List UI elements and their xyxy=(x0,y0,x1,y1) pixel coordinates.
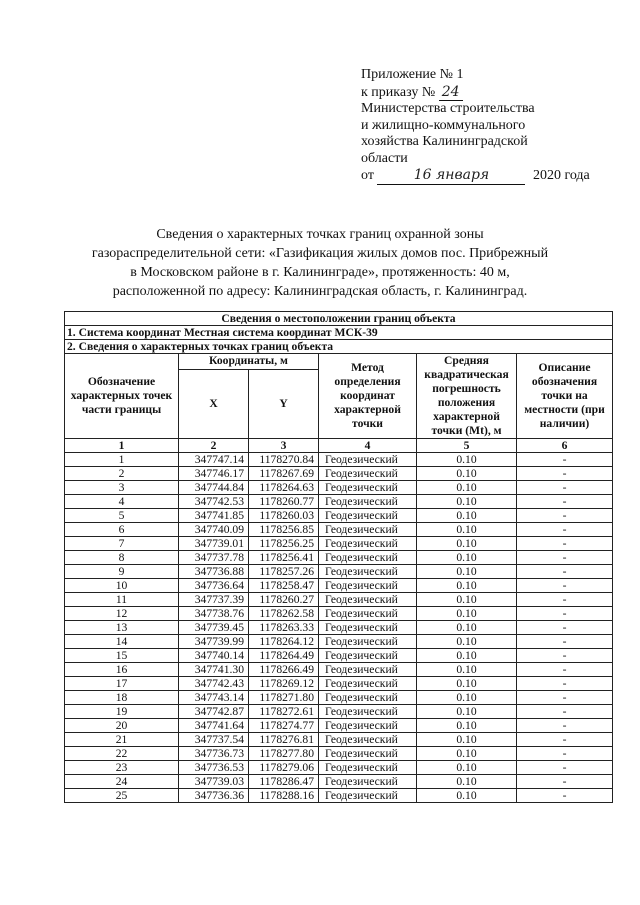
title-line-4: расположенной по адресу: Калининградская область, г. Калининград. xyxy=(112,284,528,299)
description-cell: - xyxy=(517,481,613,495)
table-row xyxy=(65,747,613,761)
y-coordinate-cell: 1178272.61 xyxy=(249,705,319,719)
point-number-cell: 11 xyxy=(65,593,179,607)
error-cell: 0.10 xyxy=(417,649,517,663)
x-coordinate-cell: 347737.39 xyxy=(179,593,249,607)
point-number-cell: 1 xyxy=(65,453,179,467)
x-coordinate-cell: 347741.85 xyxy=(179,509,249,523)
description-cell: - xyxy=(517,607,613,621)
method-cell: Геодезический xyxy=(319,775,417,789)
error-cell: 0.10 xyxy=(417,733,517,747)
method-cell: Геодезический xyxy=(319,677,417,691)
point-number-cell: 8 xyxy=(65,551,179,565)
method-cell: Геодезический xyxy=(319,607,417,621)
y-coordinate-cell: 1178258.47 xyxy=(249,579,319,593)
col-header-y: Y xyxy=(249,369,319,438)
y-coordinate-cell: 1178286.47 xyxy=(249,775,319,789)
x-coordinate-cell: 347740.09 xyxy=(179,523,249,537)
x-coordinate-cell: 347742.43 xyxy=(179,677,249,691)
x-coordinate-cell: 347737.54 xyxy=(179,733,249,747)
order-prefix: к приказу № xyxy=(361,84,436,100)
description-cell: - xyxy=(517,565,613,579)
description-cell: - xyxy=(517,621,613,635)
point-number-cell: 22 xyxy=(65,747,179,761)
order-number-handwritten: 24 xyxy=(439,84,463,102)
ministry-line-1: Министерства строительства xyxy=(361,101,535,116)
ministry-line-4: области xyxy=(361,150,408,166)
y-coordinate-cell: 1178279.06 xyxy=(249,761,319,775)
col-header-coords: Координаты, м xyxy=(179,354,319,370)
title-line-1: Сведения о характерных точках границ охранной зоны xyxy=(156,227,484,242)
x-coordinate-cell: 347741.64 xyxy=(179,719,249,733)
table-row xyxy=(65,607,613,621)
appendix-title: Приложение № 1 xyxy=(361,67,464,82)
appendix-block xyxy=(361,67,621,185)
description-cell: - xyxy=(517,663,613,677)
y-coordinate-cell: 1178271.80 xyxy=(249,691,319,705)
description-cell: - xyxy=(517,495,613,509)
date-handwritten: 16 января xyxy=(377,167,525,185)
method-cell: Геодезический xyxy=(319,761,417,775)
description-cell: - xyxy=(517,635,613,649)
y-coordinate-cell: 1178288.16 xyxy=(249,789,319,803)
col-header-error: Средняя квадратическая погрешность положения характерной точки (Mt), м xyxy=(417,354,517,439)
description-cell: - xyxy=(517,523,613,537)
method-cell: Геодезический xyxy=(319,789,417,803)
x-coordinate-cell: 347742.87 xyxy=(179,705,249,719)
point-number-cell: 2 xyxy=(65,467,179,481)
col-number: 6 xyxy=(517,439,613,453)
description-cell: - xyxy=(517,467,613,481)
col-number: 5 xyxy=(417,439,517,453)
table-main-header: Сведения о местоположении границ объекта xyxy=(65,312,613,326)
point-number-cell: 21 xyxy=(65,733,179,747)
y-coordinate-cell: 1178262.58 xyxy=(249,607,319,621)
description-cell: - xyxy=(517,537,613,551)
col-number: 1 xyxy=(65,439,179,453)
col-header-x: X xyxy=(179,369,249,438)
y-coordinate-cell: 1178274.77 xyxy=(249,719,319,733)
error-cell: 0.10 xyxy=(417,789,517,803)
col-header-method: Метод определения координат характерной точки xyxy=(319,354,417,439)
column-numbers-row xyxy=(65,439,613,453)
y-coordinate-cell: 1178257.26 xyxy=(249,565,319,579)
y-coordinate-cell: 1178264.12 xyxy=(249,635,319,649)
y-coordinate-cell: 1178264.49 xyxy=(249,649,319,663)
method-cell: Геодезический xyxy=(319,509,417,523)
error-cell: 0.10 xyxy=(417,509,517,523)
description-cell: - xyxy=(517,677,613,691)
y-coordinate-cell: 1178276.81 xyxy=(249,733,319,747)
point-number-cell: 7 xyxy=(65,537,179,551)
error-cell: 0.10 xyxy=(417,495,517,509)
col-number: 3 xyxy=(249,439,319,453)
date-line xyxy=(361,167,621,185)
point-number-cell: 19 xyxy=(65,705,179,719)
x-coordinate-cell: 347736.64 xyxy=(179,579,249,593)
point-number-cell: 14 xyxy=(65,635,179,649)
point-number-cell: 17 xyxy=(65,677,179,691)
description-cell: - xyxy=(517,733,613,747)
point-number-cell: 16 xyxy=(65,663,179,677)
method-cell: Геодезический xyxy=(319,593,417,607)
method-cell: Геодезический xyxy=(319,663,417,677)
description-cell: - xyxy=(517,747,613,761)
x-coordinate-cell: 347739.03 xyxy=(179,775,249,789)
point-number-cell: 15 xyxy=(65,649,179,663)
table-row xyxy=(65,495,613,509)
point-number-cell: 23 xyxy=(65,761,179,775)
col-number: 4 xyxy=(319,439,417,453)
table-row xyxy=(65,663,613,677)
date-suffix: 2020 года xyxy=(532,168,590,183)
x-coordinate-cell: 347736.36 xyxy=(179,789,249,803)
ministry-line-3: хозяйства Калининградской xyxy=(361,134,528,149)
table-row xyxy=(65,509,613,523)
description-cell: - xyxy=(517,551,613,565)
method-cell: Геодезический xyxy=(319,565,417,579)
error-cell: 0.10 xyxy=(417,537,517,551)
error-cell: 0.10 xyxy=(417,453,517,467)
method-cell: Геодезический xyxy=(319,481,417,495)
error-cell: 0.10 xyxy=(417,775,517,789)
x-coordinate-cell: 347737.78 xyxy=(179,551,249,565)
error-cell: 0.10 xyxy=(417,691,517,705)
table-row xyxy=(65,691,613,705)
error-cell: 0.10 xyxy=(417,579,517,593)
table-row xyxy=(65,649,613,663)
y-coordinate-cell: 1178267.69 xyxy=(249,467,319,481)
method-cell: Геодезический xyxy=(319,719,417,733)
error-cell: 0.10 xyxy=(417,705,517,719)
error-cell: 0.10 xyxy=(417,551,517,565)
method-cell: Геодезический xyxy=(319,705,417,719)
coordinate-system-row: 1. Система координат Местная система координат МСК-39 xyxy=(65,326,613,340)
error-cell: 0.10 xyxy=(417,719,517,733)
method-cell: Геодезический xyxy=(319,551,417,565)
description-cell: - xyxy=(517,579,613,593)
point-number-cell: 12 xyxy=(65,607,179,621)
error-cell: 0.10 xyxy=(417,565,517,579)
x-coordinate-cell: 347739.99 xyxy=(179,635,249,649)
x-coordinate-cell: 347743.14 xyxy=(179,691,249,705)
point-number-cell: 25 xyxy=(65,789,179,803)
description-cell: - xyxy=(517,705,613,719)
error-cell: 0.10 xyxy=(417,467,517,481)
table-row xyxy=(65,733,613,747)
description-cell: - xyxy=(517,691,613,705)
description-cell: - xyxy=(517,719,613,733)
method-cell: Геодезический xyxy=(319,747,417,761)
y-coordinate-cell: 1178266.49 xyxy=(249,663,319,677)
method-cell: Геодезический xyxy=(319,635,417,649)
x-coordinate-cell: 347736.88 xyxy=(179,565,249,579)
y-coordinate-cell: 1178269.12 xyxy=(249,677,319,691)
point-number-cell: 5 xyxy=(65,509,179,523)
error-cell: 0.10 xyxy=(417,481,517,495)
error-cell: 0.10 xyxy=(417,523,517,537)
point-number-cell: 6 xyxy=(65,523,179,537)
error-cell: 0.10 xyxy=(417,747,517,761)
error-cell: 0.10 xyxy=(417,607,517,621)
title-line-3: в Московском районе в г. Калининграде», протяженность: 40 м, xyxy=(130,265,510,280)
table-row xyxy=(65,537,613,551)
table-row xyxy=(65,481,613,495)
y-coordinate-cell: 1178256.85 xyxy=(249,523,319,537)
points-section-row: 2. Сведения о характерных точках границ объекта xyxy=(65,340,613,354)
description-cell: - xyxy=(517,509,613,523)
point-number-cell: 18 xyxy=(65,691,179,705)
order-line xyxy=(361,84,621,102)
description-cell: - xyxy=(517,453,613,467)
description-cell: - xyxy=(517,649,613,663)
x-coordinate-cell: 347739.01 xyxy=(179,537,249,551)
date-prefix: от xyxy=(361,168,374,183)
x-coordinate-cell: 347747.14 xyxy=(179,453,249,467)
table-row xyxy=(65,761,613,775)
x-coordinate-cell: 347736.53 xyxy=(179,761,249,775)
method-cell: Геодезический xyxy=(319,537,417,551)
x-coordinate-cell: 347738.76 xyxy=(179,607,249,621)
point-number-cell: 4 xyxy=(65,495,179,509)
y-coordinate-cell: 1178256.25 xyxy=(249,537,319,551)
method-cell: Геодезический xyxy=(319,649,417,663)
table-row xyxy=(65,593,613,607)
method-cell: Геодезический xyxy=(319,621,417,635)
table-row xyxy=(65,551,613,565)
table-row xyxy=(65,789,613,803)
x-coordinate-cell: 347736.73 xyxy=(179,747,249,761)
method-cell: Геодезический xyxy=(319,523,417,537)
point-number-cell: 13 xyxy=(65,621,179,635)
point-number-cell: 20 xyxy=(65,719,179,733)
method-cell: Геодезический xyxy=(319,691,417,705)
table-row xyxy=(65,579,613,593)
y-coordinate-cell: 1178260.27 xyxy=(249,593,319,607)
x-coordinate-cell: 347744.84 xyxy=(179,481,249,495)
error-cell: 0.10 xyxy=(417,677,517,691)
point-number-cell: 24 xyxy=(65,775,179,789)
x-coordinate-cell: 347746.17 xyxy=(179,467,249,481)
col-header-description: Описание обозначения точки на местности (при наличии) xyxy=(517,354,613,439)
table-row xyxy=(65,705,613,719)
point-number-cell: 10 xyxy=(65,579,179,593)
table-row xyxy=(65,677,613,691)
error-cell: 0.10 xyxy=(417,621,517,635)
table-row xyxy=(65,467,613,481)
table-row xyxy=(65,635,613,649)
error-cell: 0.10 xyxy=(417,593,517,607)
point-number-cell: 9 xyxy=(65,565,179,579)
table-row xyxy=(65,523,613,537)
x-coordinate-cell: 347740.14 xyxy=(179,649,249,663)
table-row xyxy=(65,775,613,789)
y-coordinate-cell: 1178270.84 xyxy=(249,453,319,467)
table-row xyxy=(65,453,613,467)
x-coordinate-cell: 347741.30 xyxy=(179,663,249,677)
x-coordinate-cell: 347739.45 xyxy=(179,621,249,635)
y-coordinate-cell: 1178277.80 xyxy=(249,747,319,761)
method-cell: Геодезический xyxy=(319,733,417,747)
col-header-point: Обозначение характерных точек части границы xyxy=(65,354,179,439)
document-title xyxy=(60,225,580,301)
method-cell: Геодезический xyxy=(319,579,417,593)
error-cell: 0.10 xyxy=(417,663,517,677)
title-line-2: газораспределительной сети: «Газификация жилых домов пос. Прибрежный xyxy=(91,246,549,261)
ministry-line-2: и жилищно-коммунального xyxy=(361,117,526,133)
method-cell: Геодезический xyxy=(319,495,417,509)
table-row xyxy=(65,565,613,579)
description-cell: - xyxy=(517,775,613,789)
point-number-cell: 3 xyxy=(65,481,179,495)
description-cell: - xyxy=(517,593,613,607)
y-coordinate-cell: 1178260.03 xyxy=(249,509,319,523)
table-row xyxy=(65,621,613,635)
error-cell: 0.10 xyxy=(417,761,517,775)
y-coordinate-cell: 1178256.41 xyxy=(249,551,319,565)
error-cell: 0.10 xyxy=(417,635,517,649)
y-coordinate-cell: 1178260.77 xyxy=(249,495,319,509)
x-coordinate-cell: 347742.53 xyxy=(179,495,249,509)
table-row xyxy=(65,719,613,733)
col-number: 2 xyxy=(179,439,249,453)
method-cell: Геодезический xyxy=(319,467,417,481)
description-cell: - xyxy=(517,789,613,803)
coordinates-table xyxy=(64,311,613,803)
description-cell: - xyxy=(517,761,613,775)
y-coordinate-cell: 1178263.33 xyxy=(249,621,319,635)
method-cell: Геодезический xyxy=(319,453,417,467)
y-coordinate-cell: 1178264.63 xyxy=(249,481,319,495)
